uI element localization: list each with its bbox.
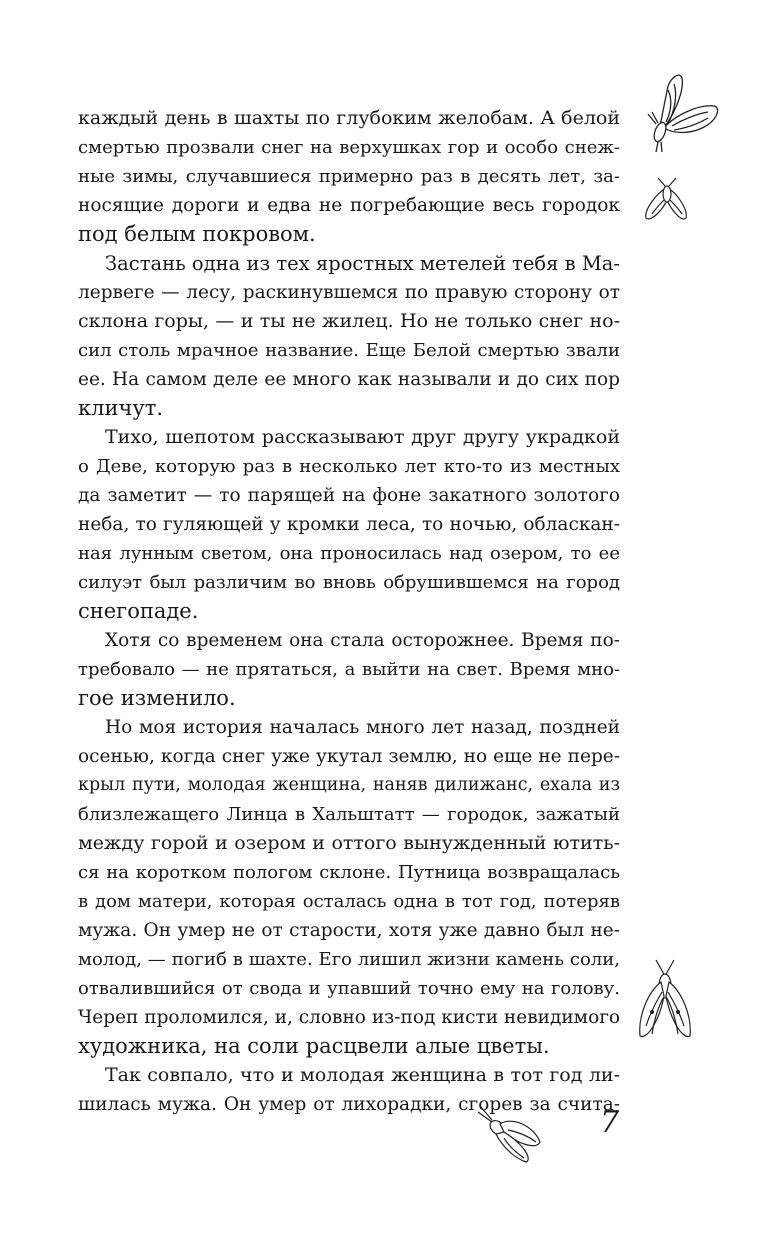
body-text <box>78 104 620 1119</box>
moth-icon <box>636 176 698 226</box>
text-line: шилась мужа. Он умер от лихорадки, сгорев за счита- <box>78 1094 620 1115</box>
text-line: сил столь мрачное название. Еще Белой смертью звали <box>78 340 620 361</box>
text-line: Тихо, шепотом рассказывают друг другу украдкой <box>105 426 620 448</box>
text-line: Но моя история началась много лет назад, поздней <box>105 717 620 738</box>
text-line: кличут. <box>78 396 163 420</box>
text-line: силуэт был различим во вновь обрушившемся на город <box>78 572 620 593</box>
moth-icon <box>634 956 696 1048</box>
text-line: осенью, когда снег уже укутал землю, но еще не пере- <box>78 746 620 767</box>
text-line: требовало — не прятаться, а выйти на свет. Время мно- <box>78 659 620 680</box>
text-line: неба, то гуляющей у кромки леса, то ночью, обласкан- <box>78 514 620 535</box>
text-line: между горой и озером и оттого вынужденный ютить- <box>78 832 620 854</box>
text-line: ные зимы, случавшиеся примерно раз в десять лет, за- <box>78 166 620 187</box>
text-line: гое изменило. <box>78 686 236 710</box>
text-line: лервеге — лесу, раскинувшемся по правую сторону от <box>78 282 620 303</box>
text-line: мужа. Он умер не от старости, хотя уже давно был не- <box>78 920 620 941</box>
text-line: снегопаде. <box>78 599 199 623</box>
text-line: Так совпало, что и молодая женщина в тот год ли- <box>105 1064 620 1086</box>
text-line: молод, — погиб в шахте. Его лишил жизни камень соли, <box>78 949 620 970</box>
text-line: Хотя со временем она стала осторожнее. Время по- <box>105 630 620 651</box>
text-line: Застань одна из тех яростных метелей тебя в Ма- <box>105 252 620 275</box>
text-line: Череп проломился, и, словно из-под кисти невидимого <box>78 1007 621 1028</box>
text-line: ся на коротком пологом склоне. Путница возвращалась <box>78 862 620 883</box>
text-line: ее. На самом деле ее много как называли и до сих пор <box>78 369 620 390</box>
text-line: отвалившийся от свода и упавший точно ему на голову. <box>78 978 620 999</box>
text-line: да заметит — то парящей на фоне закатного золотого <box>78 485 620 506</box>
text-line: смертью прозвали снег на верхушках гор и особо снеж- <box>78 137 620 158</box>
text-line: о Деве, которую раз в несколько лет кто-то из местных <box>78 456 620 477</box>
text-line: под белым покровом. <box>78 222 316 246</box>
text-line: ная лунным светом, она проносилась над озером, то ее <box>78 543 620 564</box>
moth-icon <box>638 68 724 160</box>
page-number: 7 <box>600 1105 620 1140</box>
text-line: художника, на соли расцвели алые цветы. <box>78 1034 550 1058</box>
text-line: каждый день в шахты по глубоким желобам. А белой <box>78 107 620 129</box>
text-line: близлежащего Линца в Хальштатт — городок, зажатый <box>78 804 620 825</box>
moth-icon <box>474 1096 546 1168</box>
text-line: в дом матери, которая осталась одна в тот год, потеряв <box>78 891 620 912</box>
text-line: склона горы, — и ты не жилец. Но не только снег но- <box>78 310 620 332</box>
text-line: крыл пути, молодая женщина, наняв дилижанс, ехала из <box>78 775 620 795</box>
text-line: носящие дороги и едва не погребающие весь городок <box>78 195 620 216</box>
